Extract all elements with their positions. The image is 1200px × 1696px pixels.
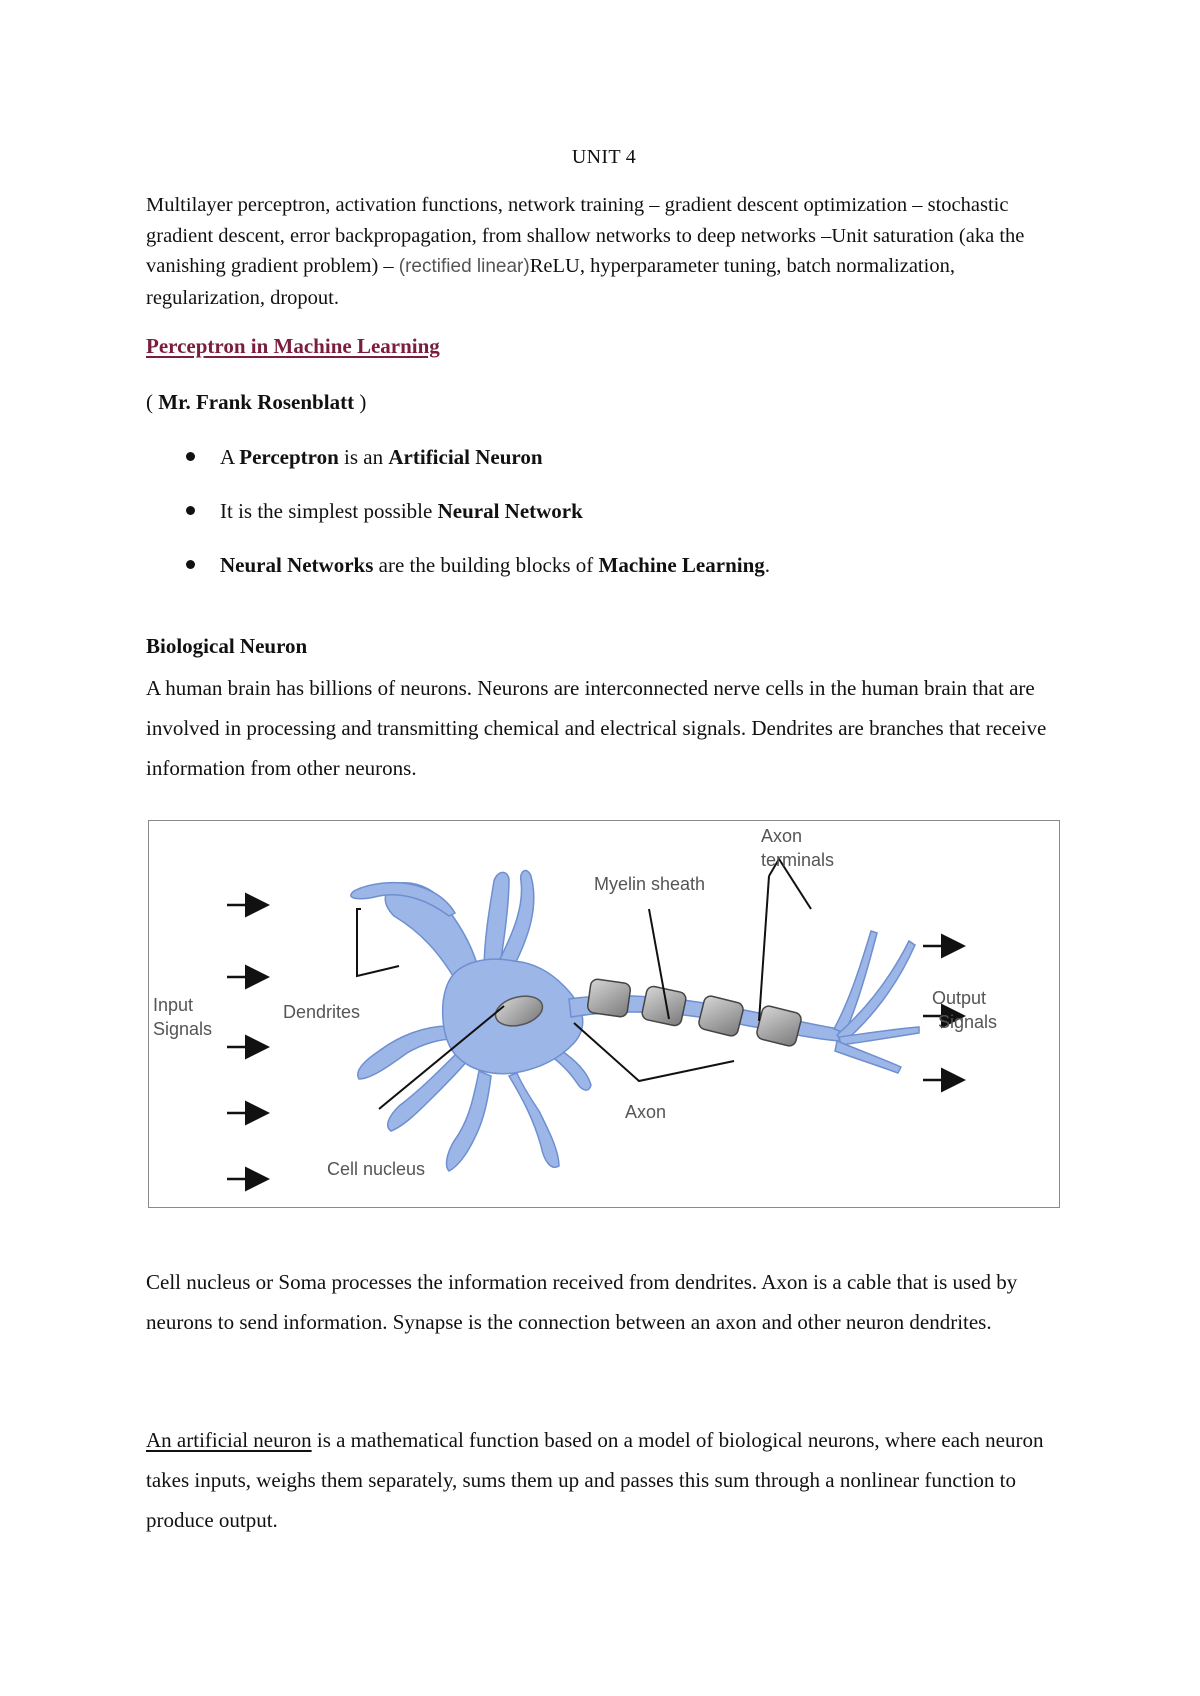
author-close: )	[354, 390, 367, 414]
axon-terminals-pointer-2	[759, 876, 769, 1021]
bullet-list	[186, 442, 1086, 604]
myelin-sheath-label: Myelin sheath	[594, 874, 706, 894]
axon-terminals-label-line1: Axon	[761, 826, 803, 846]
input-arrows	[227, 905, 265, 1179]
dendrites-label: Dendrites	[283, 1002, 361, 1022]
dendrites-pointer	[357, 909, 399, 976]
artificial-neuron-term: An artificial neuron	[146, 1428, 312, 1452]
axon-terminals-label-line2: terminals	[761, 850, 835, 870]
myelin-segment	[587, 978, 631, 1017]
artificial-neuron-paragraph	[146, 1420, 1076, 1540]
biological-neuron-text: A human brain has billions of neurons. Neurons are interconnected nerve cells in the human brain that are involved in processing and transmitting chemical and electrical signals. Dendrites are branches that receive information from other neurons.	[146, 676, 1047, 780]
author-name: Mr. Frank Rosenblatt	[158, 390, 355, 414]
bullet-bold: Neural Networks	[220, 553, 374, 577]
bullet-text: are the building blocks of	[373, 553, 599, 577]
bullet-dot-icon	[186, 560, 195, 569]
biological-neuron-title: Biological Neuron	[146, 634, 308, 658]
bullet-text: .	[764, 553, 771, 577]
axon-pointer	[574, 1023, 734, 1081]
soma-axon-paragraph: Cell nucleus or Soma processes the information received from dendrites. Axon is a cable that is used by neurons to send information. Synapse is the connection between an axon and other neuron dendrites.	[146, 1270, 1018, 1334]
intro-paragraph	[146, 190, 1066, 313]
bullet-bold: Perceptron	[239, 445, 339, 469]
bullet-bold: Machine Learning	[598, 553, 765, 577]
bullet-text: It is the simplest possible	[220, 499, 438, 523]
section-heading-link[interactable]: Perceptron in Machine Learning	[146, 334, 440, 358]
intro-text-after: ReLU, hyperparameter tuning, batch normalization, regularization, dropout.	[146, 255, 955, 309]
bullet-text: A	[220, 445, 240, 469]
author-open: (	[146, 390, 159, 414]
bullet-dot-icon	[186, 452, 195, 461]
bullet-bold: Neural Network	[437, 499, 583, 523]
intro-grey-text: (rectified linear)	[398, 256, 530, 277]
bullet-text: is an	[338, 445, 389, 469]
intro-text-before: Multilayer perceptron, activation functions, network training – gradient descent optimization – stochastic gradient descent, error backpropagation, from shallow networks to deep networks –Unit saturation (aka the vanishing gradient problem) –	[146, 194, 1025, 277]
output-label-line2: Signals	[938, 1012, 998, 1032]
bullet-item	[186, 496, 1086, 550]
myelin-segment	[755, 1005, 802, 1048]
axon-label: Axon	[625, 1102, 667, 1122]
output-label-line1: Output	[932, 988, 987, 1008]
bullet-dot-icon	[186, 506, 195, 515]
neuron-diagram-svg	[149, 821, 1061, 1209]
neuron-shape	[351, 871, 919, 1171]
cell-nucleus-label: Cell nucleus	[327, 1159, 426, 1179]
neuron-diagram	[148, 820, 1060, 1208]
bullet-bold: Artificial Neuron	[388, 445, 543, 469]
unit-title: UNIT 4	[571, 146, 637, 168]
bullet-item	[186, 550, 1086, 604]
input-label-line2: Signals	[153, 1019, 213, 1039]
author-line	[146, 390, 366, 415]
input-label-line1: Input	[153, 995, 194, 1015]
bullet-item	[186, 442, 1086, 496]
artificial-neuron-text: is a mathematical function based on a model of biological neurons, where each neuron takes inputs, weighs them separately, sums them up and passes this sum through a nonlinear function to produce output.	[146, 1428, 1044, 1532]
myelin-segment	[697, 995, 744, 1038]
